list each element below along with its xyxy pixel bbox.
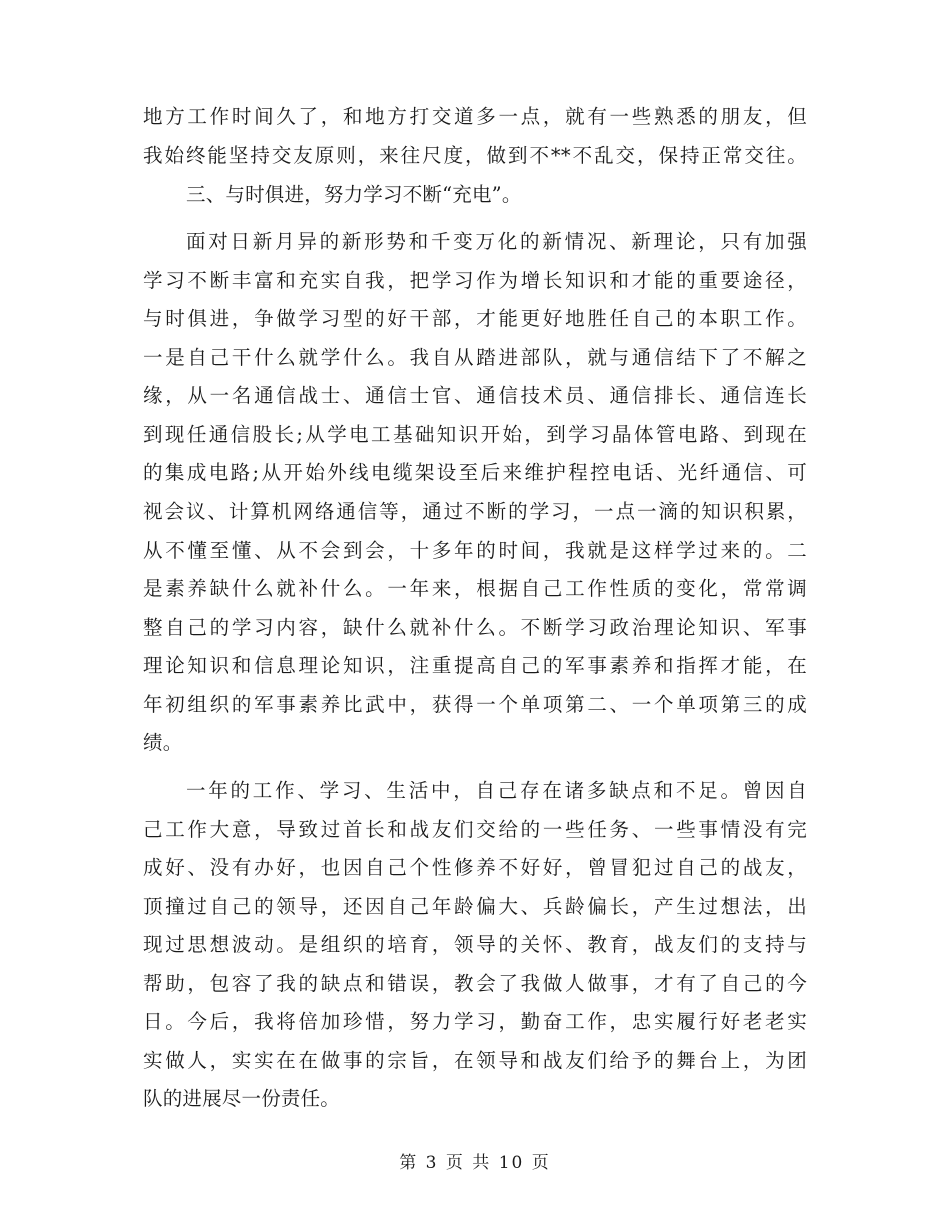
- text-line: 现过思想波动。是组织的培育，领导的关怀、教育，战友们的支持与: [143, 933, 807, 956]
- text-line: 整自己的学习内容，缺什么就补什么。不断学习政治理论知识、军事: [143, 616, 807, 639]
- text-line: 年初组织的军事素养比武中，获得一个单项第二、一个单项第三的成: [143, 693, 807, 716]
- text-line: 顶撞过自己的领导，还因自己年龄偏大、兵龄偏长，产生过想法，出: [143, 895, 807, 918]
- text-line: 的集成电路;从开始外线电缆架设至后来维护程控电话、光纤通信、可: [143, 461, 807, 484]
- text-line: 到现任通信股长;从学电工基础知识开始，到学习晶体管电路、到现在: [143, 423, 807, 446]
- text-line: 学习不断丰富和充实自我，把学习作为增长知识和才能的重要途径，: [143, 269, 807, 292]
- text-line: 日。今后，我将倍加珍惜，努力学习，勤奋工作，忠实履行好老老实: [143, 1010, 807, 1033]
- text-line: 我始终能坚持交友原则，来往尺度，做到不**不乱交，保持正常交往。: [143, 144, 807, 167]
- text-line: 面对日新月异的新形势和千变万化的新情况、新理论，只有加强: [186, 230, 807, 253]
- text-line: 实做人，实实在在做事的宗旨，在领导和战友们给予的舞台上，为团: [143, 1049, 807, 1072]
- text-line: 理论知识和信息理论知识，注重提高自己的军事素养和指挥才能，在: [143, 654, 807, 677]
- text-line: 是素养缺什么就补什么。一年来，根据自己工作性质的变化，常常调: [143, 577, 807, 600]
- section-heading: 三、与时俱进，努力学习不断“充电”。: [186, 183, 522, 206]
- text-line: 帮助，包容了我的缺点和错误，教会了我做人做事，才有了自己的今: [143, 972, 807, 995]
- text-line: 一是自己干什么就学什么。我自从踏进部队，就与通信结下了不解之: [143, 346, 807, 369]
- page-number: 第 3 页 共 10 页: [399, 1153, 551, 1173]
- text-line: 绩。: [143, 731, 183, 754]
- text-line: 地方工作时间久了，和地方打交道多一点，就有一些熟悉的朋友，但: [143, 105, 807, 128]
- text-line: 成好、没有办好，也因自己个性修养不好好，曾冒犯过自己的战友，: [143, 856, 807, 879]
- text-line: 队的进展尽一份责任。: [143, 1087, 341, 1110]
- text-line: 己工作大意，导致过首长和战友们交给的一些任务、一些事情没有完: [143, 818, 807, 841]
- page-footer: [0, 1152, 950, 1174]
- text-line: 缘，从一名通信战士、通信士官、通信技术员、通信排长、通信连长: [143, 384, 807, 407]
- text-line: 一年的工作、学习、生活中，自己存在诸多缺点和不足。曾因自: [186, 779, 807, 802]
- text-line: 与时俱进，争做学习型的好干部，才能更好地胜任自己的本职工作。: [143, 307, 807, 330]
- text-line: 从不懂至懂、从不会到会，十多年的时间，我就是这样学过来的。二: [143, 539, 807, 562]
- text-line: 视会议、计算机网络通信等，通过不断的学习，一点一滴的知识积累，: [143, 500, 807, 523]
